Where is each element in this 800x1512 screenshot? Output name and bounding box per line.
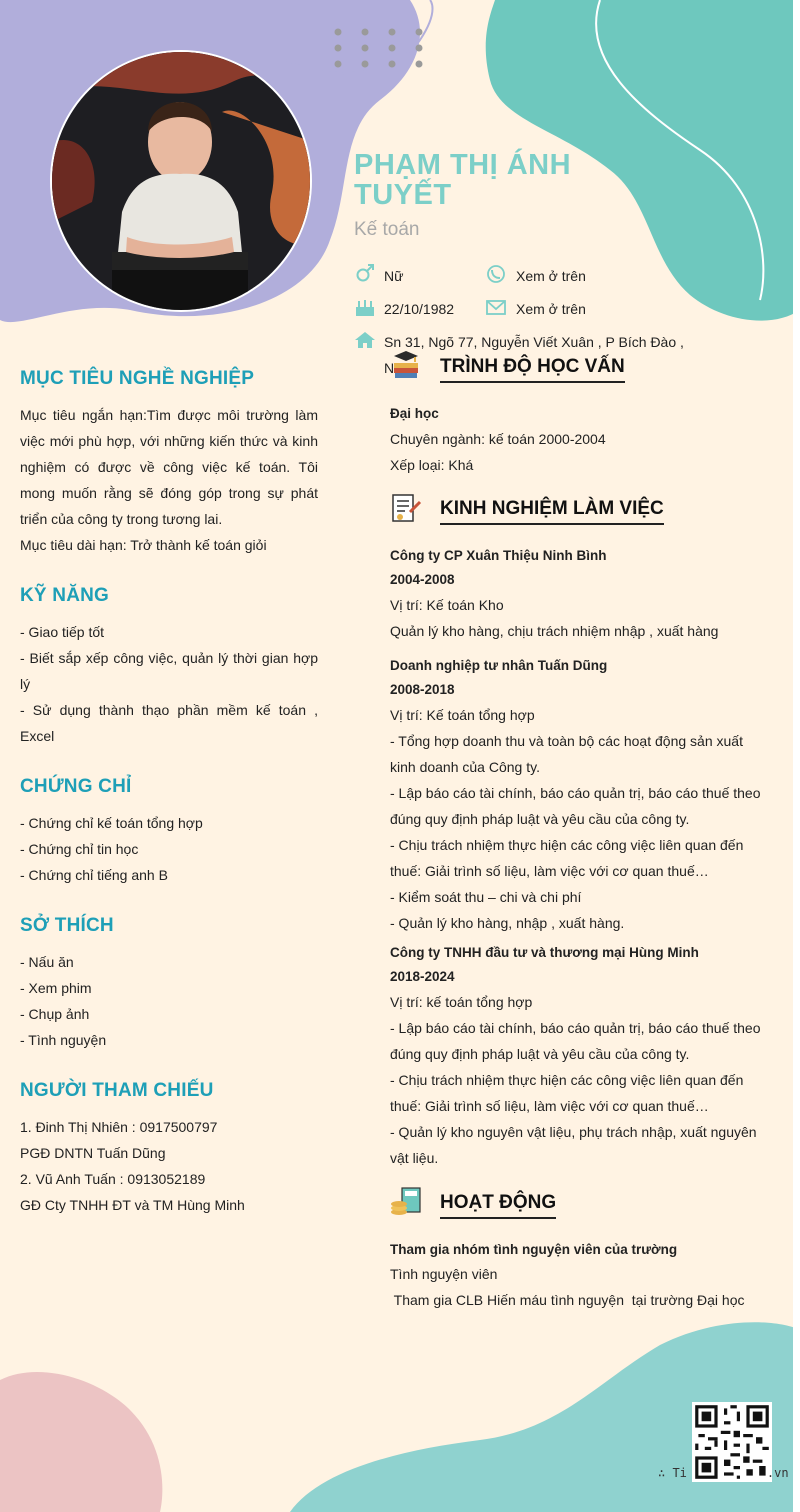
footer-brand: ∴ Ti .vn xyxy=(658,1466,789,1480)
hobby-item: - Chụp ảnh xyxy=(20,1006,90,1022)
job-line: - Chịu trách nhiệm thực hiện các công việc liên quan đến thuế: Giải trình số liệu, làm việc với cơ quan thuế… xyxy=(390,1072,744,1114)
job-period: 2004-2008 xyxy=(390,572,455,587)
calculator-coins-icon xyxy=(390,1186,422,1218)
job-line: - Lập báo cáo tài chính, báo cáo quản trị, báo cáo thuế theo đúng quy định pháp luật và yêu cầu của công ty. xyxy=(390,785,761,827)
objective-heading: MỤC TIÊU NGHỀ NGHIỆP xyxy=(20,368,255,389)
job-line: Vị trí: Kế toán Kho xyxy=(390,597,504,613)
certificate-item: - Chứng chỉ tin học xyxy=(20,841,139,857)
phone-icon xyxy=(485,264,507,284)
profile-photo xyxy=(50,50,312,312)
job-line: Vị trí: kế toán tổng hợp xyxy=(390,994,533,1010)
objective-text: Mục tiêu ngắn hạn:Tìm được môi trường làm việc mới phù hợp, với những kiến thức và kinh nghiệm có được về công việc kế toán. Tôi mong muốn rằng sẽ đóng góp trong sự phát triển của công ty trong tương lai. xyxy=(20,407,318,527)
candidate-name: PHẠM THỊ ÁNH TUYẾT xyxy=(354,149,572,211)
birthday-value: 22/10/1982 xyxy=(384,301,455,317)
gender-value: Nữ xyxy=(384,268,404,284)
skill-item: - Giao tiếp tốt xyxy=(20,624,105,640)
job-company: Công ty TNHH đầu tư và thương mại Hùng Minh xyxy=(390,945,699,960)
birthday-cake-icon xyxy=(354,297,376,317)
job-line: - Kiểm soát thu – chi và chi phí xyxy=(390,889,582,905)
email-icon xyxy=(485,297,507,317)
job-line: - Quản lý kho nguyên vật liệu, phụ trách nhập, xuất nguyên vật liệu. xyxy=(390,1124,757,1166)
reference-item: 1. Đinh Thị Nhiên : 0917500797 xyxy=(20,1119,218,1135)
job-line: - Chịu trách nhiệm thực hiện các công việc liên quan đến thuế: Giải trình số liệu, làm việc với cơ quan thuế… xyxy=(390,837,744,879)
job-line: Vị trí: Kế toán tổng hợp xyxy=(390,707,535,723)
job-period: 2008-2018 xyxy=(390,682,455,697)
job-line: - Tổng hợp doanh thu và toàn bộ các hoạt động sản xuất kinh doanh của Công ty. xyxy=(390,733,743,775)
reference-item: GĐ Cty TNHH ĐT và TM Hùng Minh xyxy=(20,1197,245,1213)
address-value: Sn 31, Ngõ 77, Nguyễn Viết Xuân , P Bích Đào , xyxy=(384,334,684,350)
certificate-item: - Chứng chỉ tiếng anh B xyxy=(20,867,168,883)
job-title: Kế toán xyxy=(354,219,420,240)
graduation-books-icon xyxy=(390,350,422,382)
certificate-item: - Chứng chỉ kế toán tổng hợp xyxy=(20,815,203,831)
skills-heading: KỸ NĂNG xyxy=(20,585,110,606)
hobby-item: - Nấu ăn xyxy=(20,954,74,970)
education-school: Đại học xyxy=(390,406,439,421)
gender-icon xyxy=(354,264,376,284)
skill-item: - Biết sắp xếp công việc, quản lý thời gian hợp lý xyxy=(20,650,318,692)
activities-heading: HOẠT ĐỘNG xyxy=(440,1192,556,1219)
activity-role: Tình nguyện viên xyxy=(390,1266,498,1282)
home-icon xyxy=(354,330,376,350)
address-overflow: N xyxy=(384,360,395,376)
hobbies-heading: SỞ THÍCH xyxy=(20,915,114,936)
job-period: 2018-2024 xyxy=(390,969,455,984)
education-heading: TRÌNH ĐỘ HỌC VẤN xyxy=(440,356,625,383)
experience-heading: KINH NGHIỆM LÀM VIỆC xyxy=(440,498,664,525)
reference-item: PGĐ DNTN Tuấn Dũng xyxy=(20,1145,166,1161)
education-major: Chuyên ngành: kế toán 2000-2004 xyxy=(390,431,606,447)
job-line: - Lập báo cáo tài chính, báo cáo quản trị, báo cáo thuế theo đúng quy định pháp luật và yêu cầu của công ty. xyxy=(390,1020,761,1062)
activity-desc: Tham gia CLB Hiến máu tình nguyện tại trường Đại học xyxy=(390,1292,745,1308)
certificates-heading: CHỨNG CHỈ xyxy=(20,776,132,797)
phone-value: Xem ở trên xyxy=(516,268,586,284)
objective-text-longterm: Mục tiêu dài hạn: Trở thành kế toán giỏi xyxy=(20,537,267,553)
activity-org: Tham gia nhóm tình nguyện viên của trường xyxy=(390,1242,678,1257)
reference-item: 2. Vũ Anh Tuấn : 0913052189 xyxy=(20,1171,206,1187)
skill-item: - Sử dụng thành thạo phần mềm kế toán , Excel xyxy=(20,702,318,744)
hobby-item: - Tình nguyện xyxy=(20,1032,107,1048)
references-heading: NGƯỜI THAM CHIẾU xyxy=(20,1080,214,1101)
education-grade: Xếp loại: Khá xyxy=(390,457,474,473)
hobby-item: - Xem phim xyxy=(20,980,92,996)
job-company: Doanh nghiệp tư nhân Tuấn Dũng xyxy=(390,658,608,673)
job-line: - Quản lý kho hàng, nhập , xuất hàng. xyxy=(390,915,625,931)
pink-blob xyxy=(0,1372,162,1512)
job-company: Công ty CP Xuân Thiệu Ninh Bình xyxy=(390,548,607,563)
email-value: Xem ở trên xyxy=(516,301,586,317)
job-line: Quản lý kho hàng, chịu trách nhiệm nhập , xuất hàng xyxy=(390,623,719,639)
accounting-document-icon xyxy=(390,492,422,524)
